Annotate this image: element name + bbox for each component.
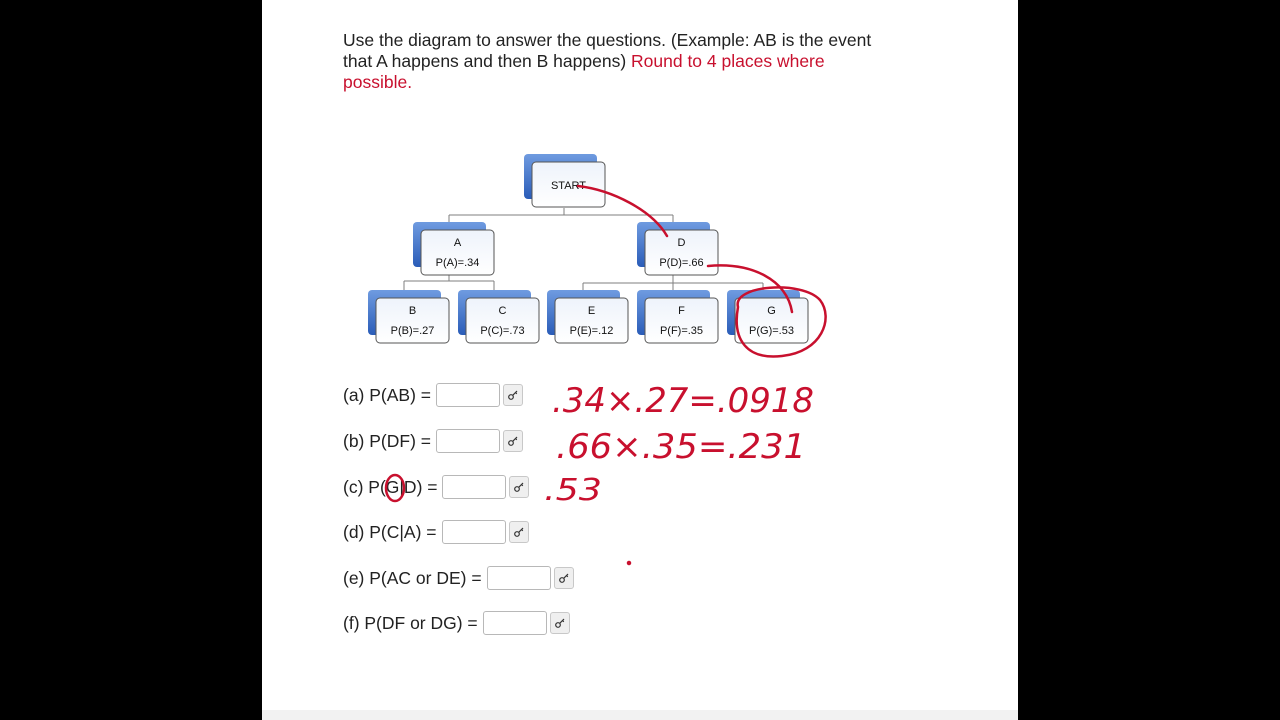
node-f	[637, 290, 718, 343]
answer-input-f[interactable]	[483, 611, 547, 635]
answer-input-b[interactable]	[436, 429, 500, 453]
node-f-label: F	[678, 305, 685, 317]
node-a-prob: P(A)=.34	[435, 257, 480, 269]
key-icon[interactable]	[503, 430, 523, 452]
node-e-prob: P(E)=.12	[569, 325, 614, 337]
question-a	[343, 381, 523, 409]
node-g-prob: P(G)=.53	[749, 325, 794, 337]
node-c	[458, 290, 539, 343]
node-e-label: E	[587, 305, 596, 317]
node-start-label: START	[550, 180, 587, 192]
node-g-label: G	[767, 305, 776, 317]
node-a-label: A	[453, 237, 462, 249]
key-icon[interactable]	[503, 384, 523, 406]
instructions-highlight: Round to 4 places where possible.	[343, 51, 825, 92]
answer-input-e[interactable]	[487, 566, 551, 590]
answer-input-a[interactable]	[436, 383, 500, 407]
key-icon[interactable]	[509, 476, 529, 498]
question-c-label: (c) P(G|D) =	[343, 476, 438, 497]
question-e-label: (e) P(AC or DE) =	[343, 567, 482, 588]
node-e	[547, 290, 628, 343]
question-b-label: (b) P(DF) =	[343, 430, 431, 451]
node-d-label: D	[677, 237, 686, 249]
key-icon[interactable]	[550, 612, 570, 634]
node-b	[368, 290, 449, 343]
node-b-prob: P(B)=.27	[390, 325, 435, 337]
answer-input-d[interactable]	[442, 520, 506, 544]
question-e	[343, 564, 574, 592]
ink-answer-b: .66×.35=.231	[556, 427, 806, 467]
node-g	[727, 290, 808, 343]
key-icon[interactable]	[554, 567, 574, 589]
node-b-label: B	[408, 305, 417, 317]
instructions-text: Use the diagram to answer the questions. (Example: AB is the event that A happens and then B happens)	[343, 30, 872, 71]
ink-answer-a: .34×.27=.0918	[552, 381, 814, 421]
question-a-label: (a) P(AB) =	[343, 384, 432, 405]
node-d-prob: P(D)=.66	[659, 257, 704, 269]
key-icon[interactable]	[509, 521, 529, 543]
node-start	[524, 154, 605, 207]
node-a	[413, 222, 494, 275]
node-f-prob: P(F)=.35	[659, 325, 704, 337]
question-d-label: (d) P(C|A) =	[343, 521, 437, 542]
question-c	[343, 473, 529, 501]
question-d	[343, 518, 529, 546]
page-footer-strip	[262, 710, 1018, 720]
ink-answer-c: .53	[544, 473, 602, 508]
node-c-label: C	[498, 305, 507, 317]
answer-input-c[interactable]	[442, 475, 506, 499]
node-c-prob: P(C)=.73	[480, 325, 525, 337]
question-f-label: (f) P(DF or DG) =	[343, 612, 478, 633]
node-d	[637, 222, 718, 275]
question-b	[343, 427, 523, 455]
question-f	[343, 609, 570, 637]
worksheet-page	[262, 0, 1018, 720]
